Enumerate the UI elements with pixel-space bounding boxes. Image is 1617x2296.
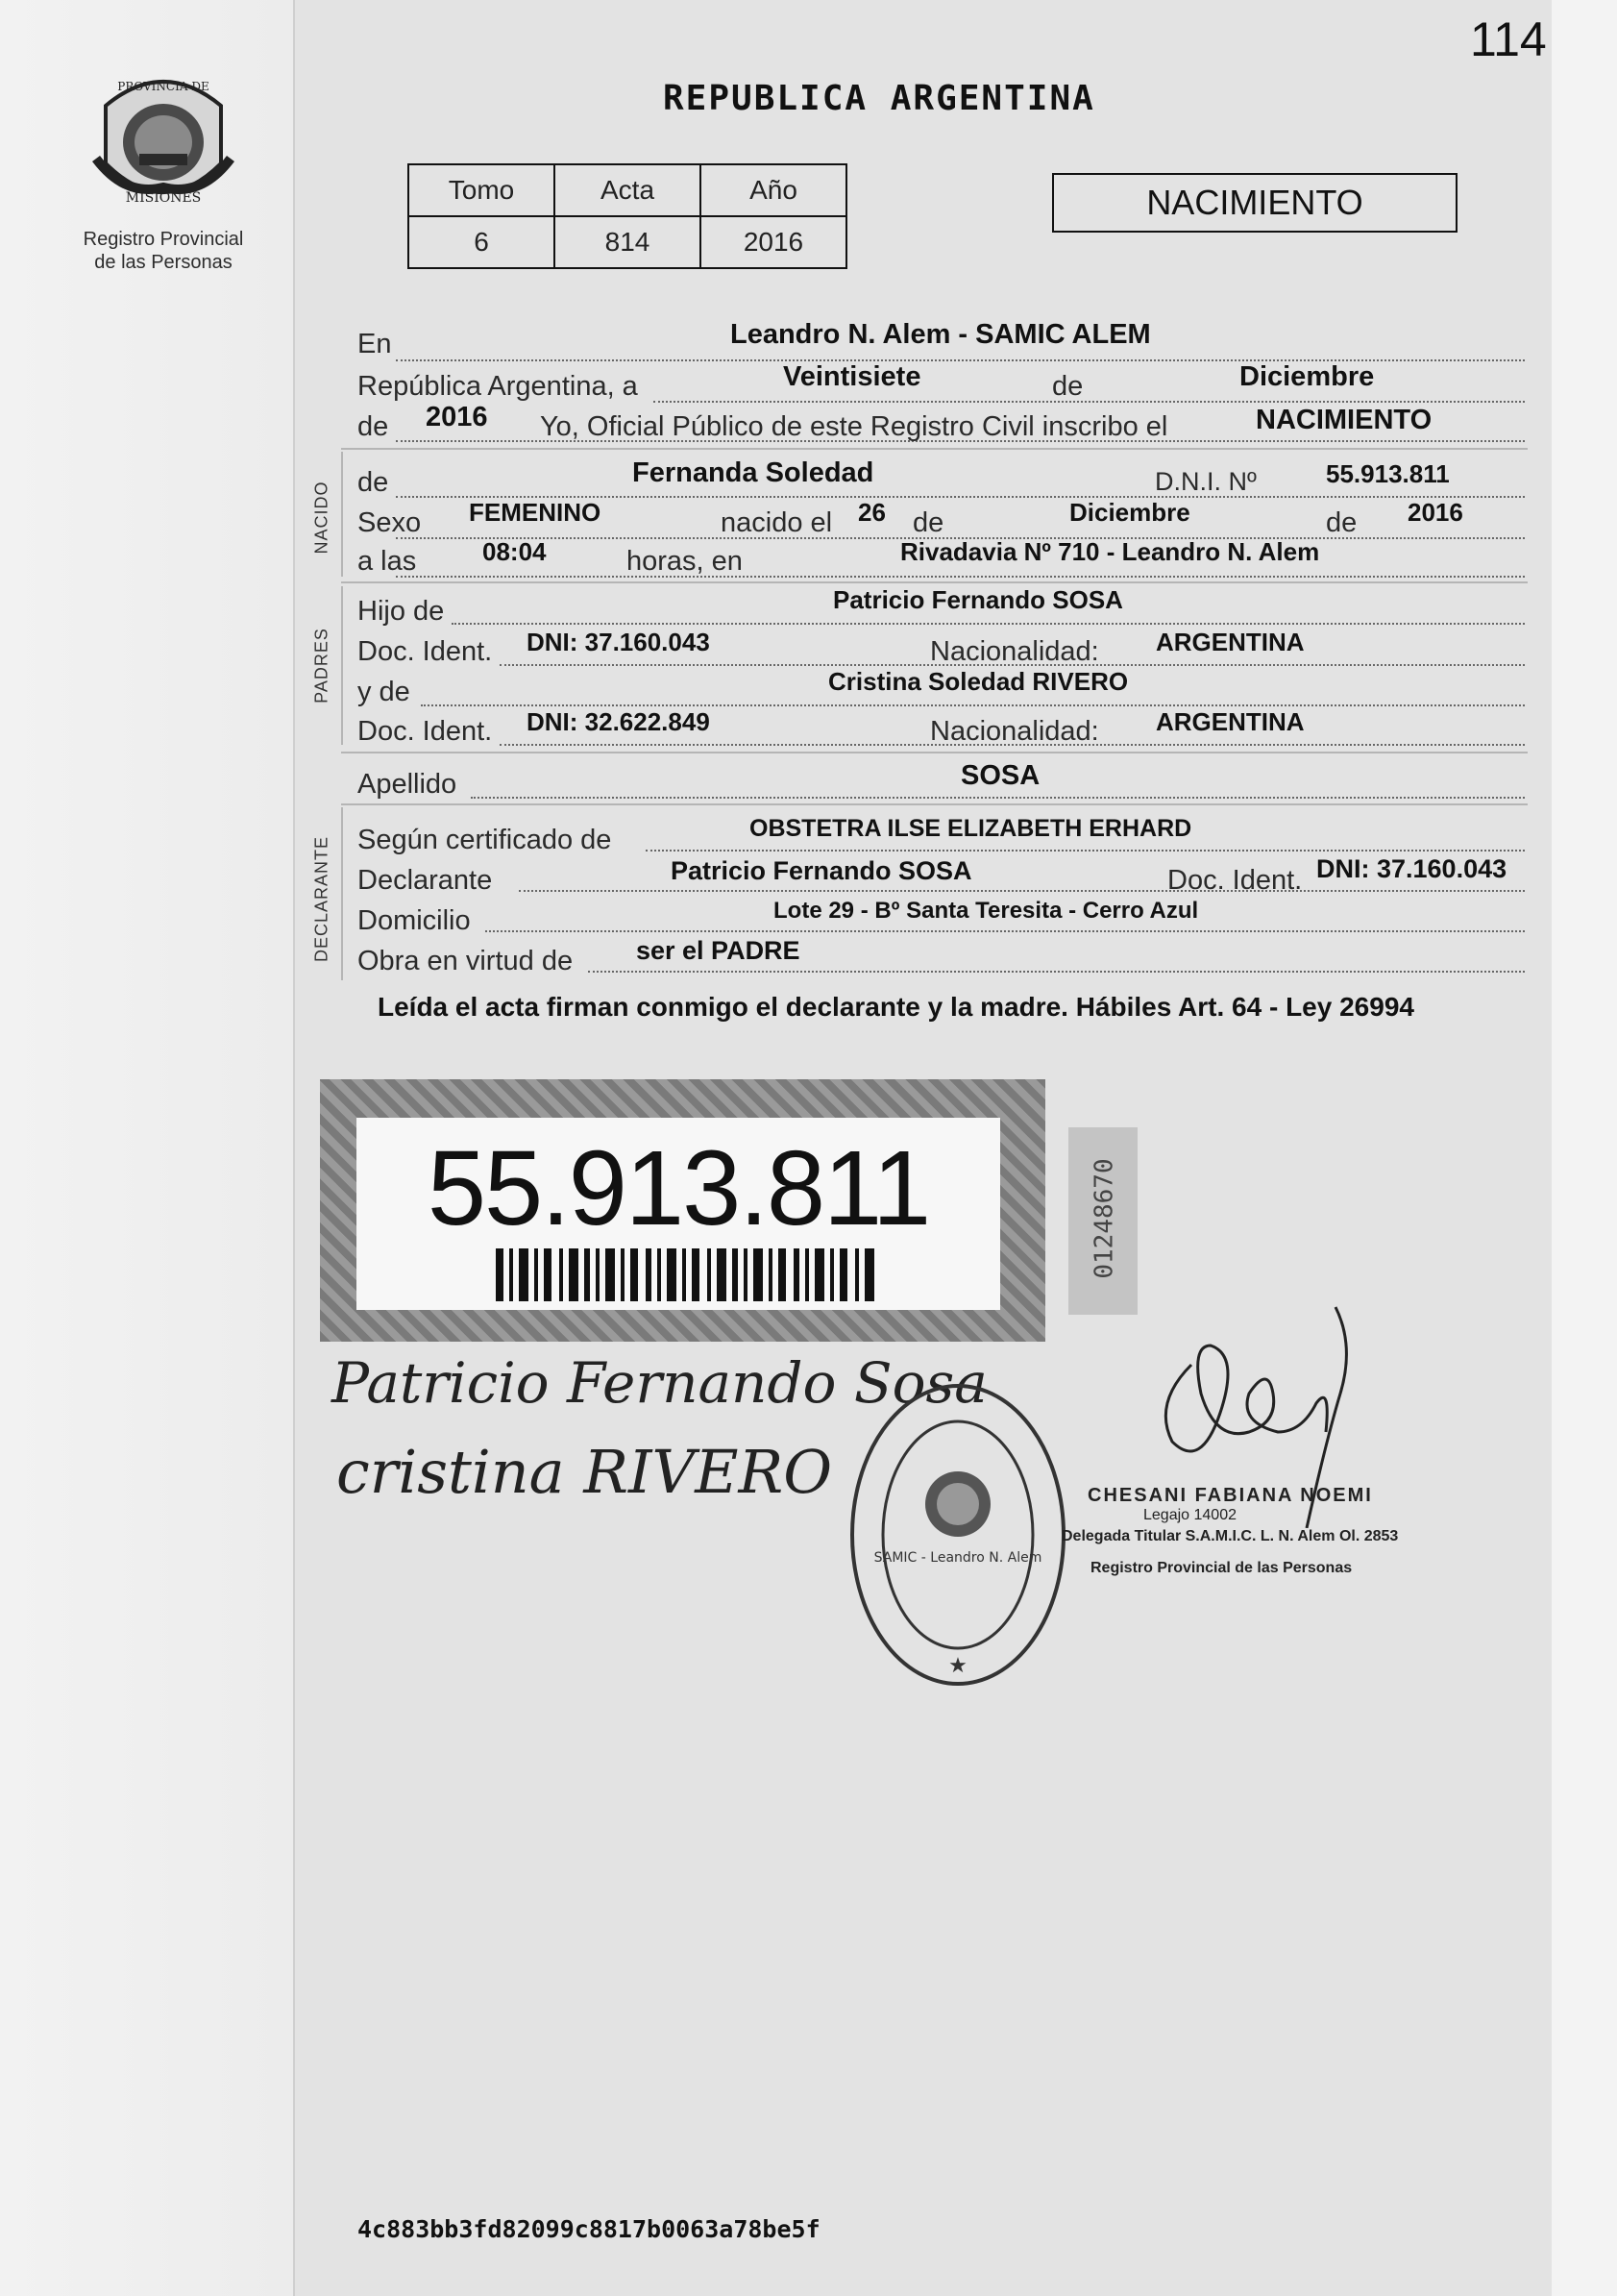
nacido-section-label: NACIDO xyxy=(311,481,331,555)
crest-text-top: PROVINCIA DE xyxy=(117,80,209,93)
birth-day-value: 26 xyxy=(858,498,886,527)
nacido-el-label: nacido el xyxy=(721,507,833,538)
sticker-side-code: 01248670 xyxy=(1090,1158,1119,1279)
official-legajo: Legajo 14002 xyxy=(1143,1507,1237,1523)
nacido-vrule xyxy=(341,452,343,577)
rule-apellido xyxy=(341,803,1528,805)
declarante-value: Patricio Fernando SOSA xyxy=(671,856,972,885)
declarante-doc-label: Doc. Ident. xyxy=(1167,865,1303,896)
month-value: Diciembre xyxy=(1239,361,1375,392)
birth-de2-label: de xyxy=(1326,507,1358,538)
de2-label: de xyxy=(357,411,389,442)
nacido-de-label: de xyxy=(357,467,389,498)
hijo-label: Hijo de xyxy=(357,596,445,627)
barcode-icon xyxy=(496,1248,880,1301)
nacido-name-value: Fernanda Soledad xyxy=(632,457,874,488)
republica-label: República Argentina, a xyxy=(357,371,638,402)
birth-de-label: de xyxy=(913,507,944,538)
right-edge xyxy=(1552,0,1617,2296)
time-value: 08:04 xyxy=(482,537,547,566)
day-value: Veintisiete xyxy=(783,361,921,392)
closing-text: Leída el acta firman conmigo el declarante y la madre. Hábiles Art. 64 - Ley 26994 xyxy=(378,992,1414,1022)
a-las-label: a las xyxy=(357,546,417,577)
sexo-label: Sexo xyxy=(357,507,422,538)
sexo-value: FEMENINO xyxy=(469,498,601,527)
declarante-section-label: DECLARANTE xyxy=(311,835,331,963)
father-doc-label: Doc. Ident. xyxy=(357,636,493,667)
official-registry: Registro Provincial de las Personas xyxy=(1090,1560,1353,1576)
en-value: Leandro N. Alem - SAMIC ALEM xyxy=(730,319,1151,350)
y-de-label: y de xyxy=(357,677,410,707)
mother-doc-label: Doc. Ident. xyxy=(357,716,493,747)
dni-value: 55.913.811 xyxy=(1326,459,1450,488)
mother-nat-value: ARGENTINA xyxy=(1156,707,1305,736)
horas-label: horas, en xyxy=(626,546,743,577)
tomo-value: 6 xyxy=(408,216,554,268)
country-title: REPUBLICA ARGENTINA xyxy=(663,79,1095,118)
acta-value: 814 xyxy=(554,216,700,268)
certificado-value: OBSTETRA ILSE ELIZABETH ERHARD xyxy=(749,815,1192,842)
tomo-header: Tomo xyxy=(408,164,554,216)
birth-year-value: 2016 xyxy=(1408,498,1463,527)
certificado-label: Según certificado de xyxy=(357,825,612,855)
apellido-value: SOSA xyxy=(961,760,1041,791)
act-type-box: NACIMIENTO xyxy=(1052,173,1458,233)
oficial-text: Yo, Oficial Público de este Registro Civil inscribo el xyxy=(540,411,1168,442)
crest-text-bottom: MISIONES xyxy=(125,190,202,206)
en-label: En xyxy=(357,329,392,359)
domicilio-label: Domicilio xyxy=(357,905,471,936)
misiones-crest-icon xyxy=(86,67,240,221)
apellido-label: Apellido xyxy=(357,769,457,800)
father-value: Patricio Fernando SOSA xyxy=(833,585,1123,614)
record-table xyxy=(407,163,847,269)
registry-line1: Registro Provincial xyxy=(83,229,244,250)
left-margin xyxy=(0,0,293,2296)
mother-signature: cristina RIVERO xyxy=(336,1437,833,1507)
acta-header: Acta xyxy=(554,164,700,216)
father-nat-value: ARGENTINA xyxy=(1156,628,1305,656)
birth-place-value: Rivadavia Nº 710 - Leandro N. Alem xyxy=(900,537,1320,566)
padres-section-label: PADRES xyxy=(311,628,331,704)
birth-month-value: Diciembre xyxy=(1069,498,1190,527)
father-signature: Patricio Fernando Sosa xyxy=(331,1350,988,1416)
father-nat-label: Nacionalidad: xyxy=(930,636,1099,667)
anio-value: 2016 xyxy=(700,216,846,268)
mother-nat-label: Nacionalidad: xyxy=(930,716,1099,747)
domicilio-value: Lote 29 - Bº Santa Teresita - Cerro Azul xyxy=(773,898,1199,924)
year-value: 2016 xyxy=(426,402,488,432)
dni-sticker xyxy=(320,1079,1045,1342)
registry-seal-icon xyxy=(845,1379,1071,1691)
obra-value: ser el PADRE xyxy=(636,936,800,965)
mother-value: Cristina Soledad RIVERO xyxy=(828,667,1129,696)
rule-intro xyxy=(341,448,1528,450)
page-number: 114 xyxy=(1470,12,1547,66)
svg-text:★: ★ xyxy=(948,1653,968,1677)
rule-padres xyxy=(341,752,1528,753)
document-hash: 4c883bb3fd82099c8817b0063a78be5f xyxy=(357,2215,821,2243)
declarante-label: Declarante xyxy=(357,865,493,896)
father-doc-value: DNI: 37.160.043 xyxy=(527,628,710,656)
declarante-doc-value: DNI: 37.160.043 xyxy=(1316,854,1507,883)
sticker-label xyxy=(356,1118,1000,1310)
official-title: Delegada Titular S.A.M.I.C. L. N. Alem Ol. 2853 xyxy=(1062,1528,1399,1544)
padres-vrule xyxy=(341,586,343,745)
mother-doc-value: DNI: 32.622.849 xyxy=(527,707,710,736)
sticker-side-tag xyxy=(1068,1127,1138,1315)
de-label: de xyxy=(1052,371,1084,402)
dni-label: D.N.I. Nº xyxy=(1155,467,1257,496)
registry-line2: de las Personas xyxy=(94,252,233,273)
official-name: CHESANI FABIANA NOEMI xyxy=(1088,1485,1373,1506)
declarante-vrule xyxy=(341,807,343,980)
anio-header: Año xyxy=(700,164,846,216)
inscribo-value: NACIMIENTO xyxy=(1256,405,1433,435)
rule-nacido xyxy=(341,581,1528,583)
registry-name xyxy=(58,228,269,274)
obra-label: Obra en virtud de xyxy=(357,946,574,976)
sticker-number: 55.913.811 xyxy=(427,1129,930,1247)
seal-inner-text: SAMIC - Leandro N. Alem xyxy=(873,1550,1042,1566)
